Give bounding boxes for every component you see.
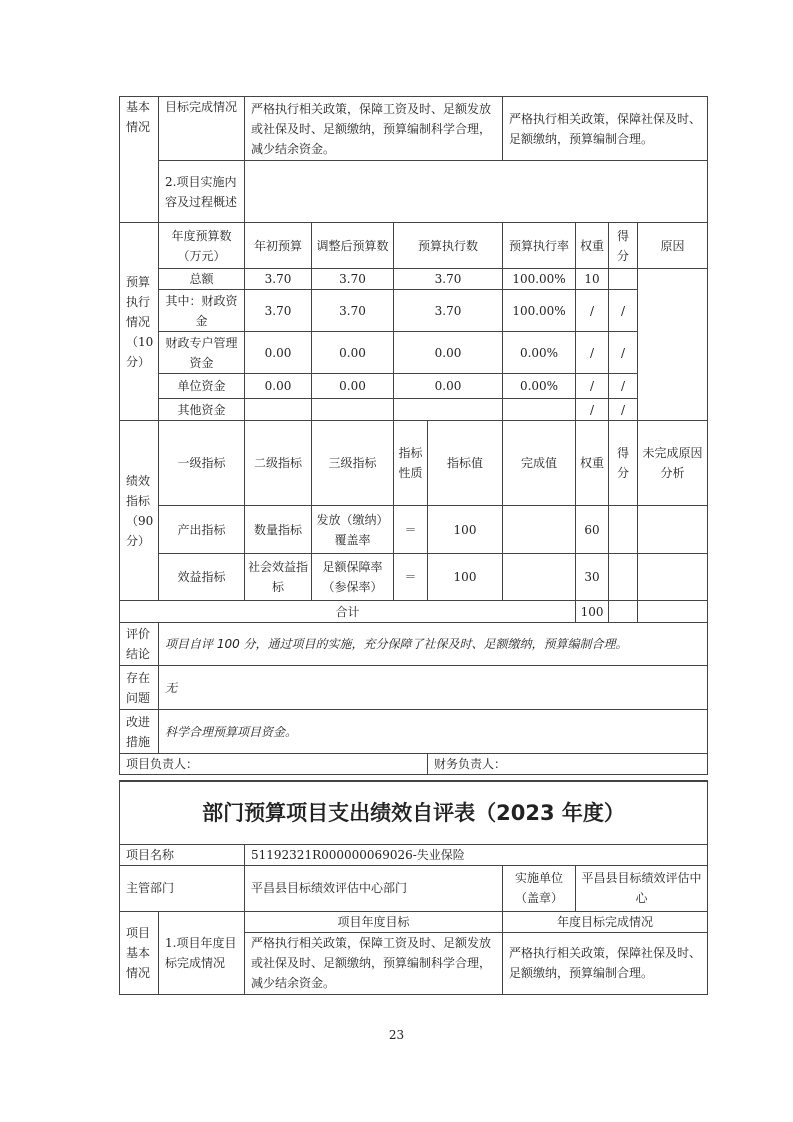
score: / [609, 332, 638, 374]
budget-header: 年度预算数（万元） [159, 223, 245, 269]
weight: 30 [576, 554, 609, 601]
perf-label: 绩效指标（90分） [120, 421, 159, 601]
table-row [120, 399, 708, 421]
goal-header: 项目年度目标 [245, 911, 503, 932]
indicator-value: 100 [428, 554, 503, 601]
execution-rate: 100.00% [503, 269, 576, 290]
score [609, 554, 638, 601]
initial-budget: 3.70 [245, 290, 312, 332]
table-row [120, 374, 708, 399]
adjusted-budget: 0.00 [312, 374, 394, 399]
table-row [120, 290, 708, 332]
level3-indicator: 足额保障率（参保率） [312, 554, 394, 601]
score: / [609, 290, 638, 332]
table-row [120, 269, 708, 290]
perf-header: 权重 [576, 421, 609, 506]
budget-header: 调整后预算数 [312, 223, 394, 269]
adjusted-budget [312, 399, 394, 421]
basic-label: 基本情况 [120, 97, 159, 223]
goal-text: 严格执行相关政策，保障工资及时、足额发放或社保及时、足额缴纳，预算编制科学合理，减少结余资金。 [245, 932, 503, 994]
weight: 10 [576, 269, 609, 290]
adjusted-budget: 3.70 [312, 269, 394, 290]
budget-header: 预算执行率 [503, 223, 576, 269]
perf-header: 完成值 [503, 421, 576, 506]
initial-budget [245, 399, 312, 421]
perf-header: 指标性质 [394, 421, 428, 506]
done-text: 严格执行相关政策，保障社保及时、足额缴纳，预算编制合理。 [503, 97, 708, 161]
executed-budget [394, 399, 503, 421]
budget-header: 原因 [638, 223, 708, 269]
done-header: 年度目标完成情况 [503, 911, 708, 932]
budget-header: 权重 [576, 223, 609, 269]
score [609, 506, 638, 554]
perf-header: 二级指标 [245, 421, 312, 506]
adjusted-budget: 0.00 [312, 332, 394, 374]
perf-header: 未完成原因分析 [638, 421, 708, 506]
dept-label: 主管部门 [120, 865, 245, 911]
level1-indicator: 产出指标 [159, 506, 245, 554]
goal-label: 1.项目年度目标完成情况 [159, 911, 245, 994]
budget-header: 得分 [609, 223, 638, 269]
perf-header: 三级指标 [312, 421, 394, 506]
table-row [120, 554, 708, 601]
indicator-value: 100 [428, 506, 503, 554]
execution-rate [503, 399, 576, 421]
total-reason [638, 601, 708, 623]
conclusion-label: 评价结论 [120, 623, 159, 666]
total-label: 合计 [120, 601, 576, 623]
project-name-label: 项目名称 [120, 844, 245, 865]
score: / [609, 399, 638, 421]
conclusion-text: 项目自评 100 分，通过项目的实施，充分保障了社保及时、足额缴纳，预算编制合理。 [159, 623, 708, 666]
perf-header: 一级指标 [159, 421, 245, 506]
execution-rate: 0.00% [503, 374, 576, 399]
evaluation-table-continued [119, 96, 708, 775]
weight: / [576, 399, 609, 421]
score [609, 269, 638, 290]
row-name: 其他资金 [159, 399, 245, 421]
level2-indicator: 社会效益指标 [245, 554, 312, 601]
executed-budget: 3.70 [394, 269, 503, 290]
basic-label: 项目基本情况 [120, 911, 159, 994]
project-name-value: 51192321R000000069026-失业保险 [245, 844, 708, 865]
reason [638, 506, 708, 554]
perf-header: 指标值 [428, 421, 503, 506]
score: / [609, 374, 638, 399]
finance-leader: 财务负责人： [428, 754, 708, 775]
executed-budget: 3.70 [394, 290, 503, 332]
reason-cell [638, 269, 708, 421]
execution-rate: 0.00% [503, 332, 576, 374]
level2-indicator: 数量指标 [245, 506, 312, 554]
execution-rate: 100.00% [503, 290, 576, 332]
row-name: 财政专户管理资金 [159, 332, 245, 374]
initial-budget: 0.00 [245, 374, 312, 399]
indicator-nature: ＝ [394, 554, 428, 601]
improve-label: 改进措施 [120, 710, 159, 754]
total-weight: 100 [576, 601, 609, 623]
indicator-nature: ＝ [394, 506, 428, 554]
budget-label: 预算执行情况（10分） [120, 223, 159, 421]
budget-header: 年初预算 [245, 223, 312, 269]
page-number: 23 [388, 1028, 405, 1042]
reason [638, 554, 708, 601]
dept-value: 平昌县目标绩效评估中心部门 [245, 865, 503, 911]
problems-label: 存在问题 [120, 666, 159, 710]
page-title: 部门预算项目支出绩效自评表（2023 年度） [120, 781, 708, 844]
total-score [609, 601, 638, 623]
adjusted-budget: 3.70 [312, 290, 394, 332]
level3-indicator: 发放（缴纳）覆盖率 [312, 506, 394, 554]
executed-budget: 0.00 [394, 332, 503, 374]
initial-budget: 3.70 [245, 269, 312, 290]
row-name: 其中：财政资金 [159, 290, 245, 332]
weight: / [576, 374, 609, 399]
weight: / [576, 290, 609, 332]
level1-indicator: 效益指标 [159, 554, 245, 601]
improve-text: 科学合理预算项目资金。 [159, 710, 708, 754]
table-row [120, 332, 708, 374]
weight: 60 [576, 506, 609, 554]
row-name: 总额 [159, 269, 245, 290]
executed-budget: 0.00 [394, 374, 503, 399]
completion-value [503, 554, 576, 601]
goal-text: 严格执行相关政策，保障工资及时、足额发放或社保及时、足额缴纳，预算编制科学合理，减少结余资金。 [245, 97, 503, 161]
weight: / [576, 332, 609, 374]
initial-budget: 0.00 [245, 332, 312, 374]
done-text: 严格执行相关政策，保障社保及时、足额缴纳，预算编制合理。 [503, 932, 708, 994]
project-leader: 项目负责人： [120, 754, 428, 775]
process-content [245, 161, 708, 223]
process-label: 2.项目实施内容及过程概述 [159, 161, 245, 223]
budget-header: 预算执行数 [394, 223, 503, 269]
problems-text: 无 [159, 666, 708, 710]
unit-label: 实施单位（盖章） [503, 865, 576, 911]
goal-label: 目标完成情况 [159, 97, 245, 161]
unit-value: 平昌县目标绩效评估中心 [576, 865, 708, 911]
evaluation-table-2023 [119, 780, 708, 995]
table-row [120, 506, 708, 554]
row-name: 单位资金 [159, 374, 245, 399]
perf-header: 得分 [609, 421, 638, 506]
completion-value [503, 506, 576, 554]
